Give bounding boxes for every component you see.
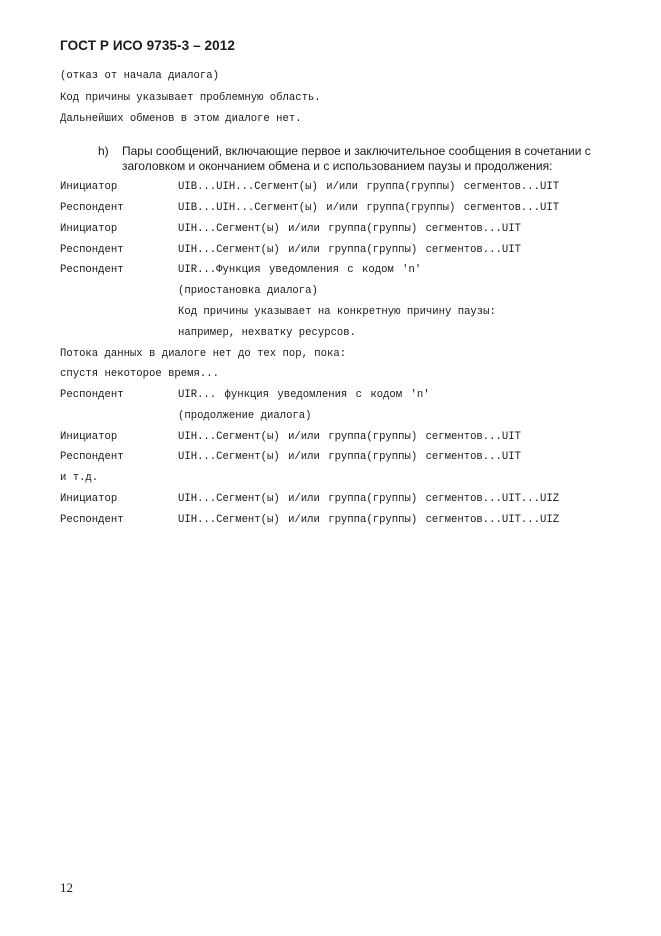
message-row [60,223,620,239]
message-row [60,244,620,260]
flow-line: спустя некоторое время... [60,368,219,380]
message-sequence: UIH...Сегмент(ы) и/или группа(группы) сегментов...UIT [178,431,521,443]
party-label: Инициатор [60,431,118,443]
message-sequence: UIB...UIH...Сегмент(ы) и/или группа(группы) сегментов...UIT [178,202,560,214]
document-header: ГОСТ Р ИСО 9735-3 – 2012 [60,38,235,53]
intro-line: (отказ от начала диалога) [60,70,219,82]
message-sequence: UIH...Сегмент(ы) и/или группа(группы) сегментов...UIT [178,223,521,235]
list-item-text: Пары сообщений, включающие первое и заключительное сообщения в сочетании с заголовком и окончанием обмена и с использованием паузы и продолжения: [122,144,591,173]
party-label: Респондент [60,264,124,276]
etc-line: и т.д. [60,472,99,484]
party-label: Инициатор [60,181,118,193]
pause-note: (приостановка диалога) [178,285,318,297]
message-sequence: UIR... функция уведомления с кодом 'n' [178,389,430,401]
party-label: Респондент [60,202,124,214]
party-label: Респондент [60,244,124,256]
message-row [60,493,620,509]
list-marker: h) [98,144,109,158]
resume-note: (продолжение диалога) [178,410,312,422]
page-number: 12 [60,880,73,895]
message-sequence: UIH...Сегмент(ы) и/или группа(группы) сегментов...UIT...UIZ [178,514,560,526]
pause-note: Код причины указывает на конкретную причину паузы: [178,306,496,318]
message-row [60,451,620,467]
message-row [60,431,620,447]
party-label: Инициатор [60,223,118,235]
party-label: Респондент [60,451,124,463]
message-sequence: UIR...Функция уведомления с кодом 'n' [178,264,422,276]
party-label: Респондент [60,389,124,401]
party-label: Респондент [60,514,124,526]
flow-line: Потока данных в диалоге нет до тех пор, пока: [60,348,347,360]
message-sequence: UIH...Сегмент(ы) и/или группа(группы) сегментов...UIT [178,451,521,463]
message-sequence: UIH...Сегмент(ы) и/или группа(группы) сегментов...UIT [178,244,521,256]
intro-line: Дальнейших обменов в этом диалоге нет. [60,113,302,125]
message-row [60,389,620,405]
intro-line: Код причины указывает проблемную область. [60,92,321,104]
message-row [60,264,620,280]
message-sequence: UIH...Сегмент(ы) и/или группа(группы) сегментов...UIT...UIZ [178,493,560,505]
pause-note: например, нехватку ресурсов. [178,327,357,339]
message-row [60,181,620,197]
message-row [60,514,620,530]
message-row [60,202,620,218]
message-sequence: UIB...UIH...Сегмент(ы) и/или группа(группы) сегментов...UIT [178,181,560,193]
list-item-h [98,144,618,174]
party-label: Инициатор [60,493,118,505]
